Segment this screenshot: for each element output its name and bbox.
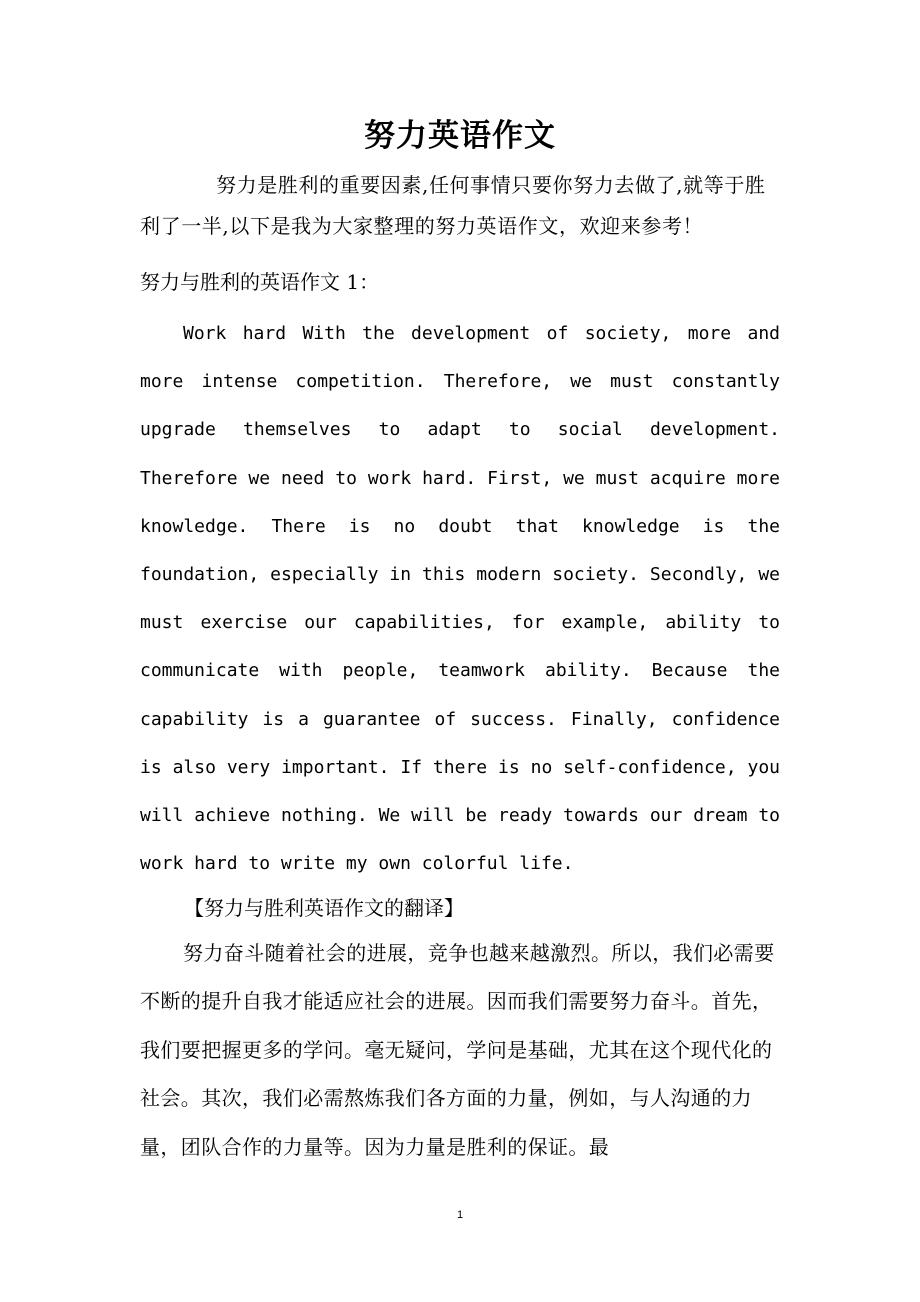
- english-essay-paragraph: Work hard With the development of society, more and more intense competition. Therefore, we must constantly upgrade themselves to adapt to social development. Therefore we need to work hard. First, we must acquire more knowledge. There is no doubt that knowledge is the foundation, especially in this modern society. Secondly, we must exercise our capabilities, for example, ability to communicate with people, teamwork ability. Because the capability is a guarantee of success. Finally, confidence is also very important. If there is no self-confidence, you will achieve nothing. We will be ready towards our dream to work hard to write my own colorful life.: [140, 323, 780, 875]
- page-number: 1: [456, 1209, 464, 1221]
- essay-subheading: 努力与胜利的英语作文 1：: [140, 270, 380, 294]
- intro-paragraph: 努力是胜利的重要因素,任何事情只要你努力去做了,就等于胜利了一半,以下是我为大家整理的努力英语作文，欢迎来参考！: [140, 173, 766, 238]
- document-title: 努力英语作文: [364, 118, 556, 154]
- translation-paragraph: 努力奋斗随着社会的进展，竞争也越来越激烈。所以，我们必需要不断的提升自我才能适应社会的进展。因而我们需要努力奋斗。首先，我们要把握更多的学问。毫无疑问，学问是基础，尤其在这个现代化的社会。其次，我们必需熬炼我们各方面的力量，例如，与人沟通的力量，团队合作的力量等。因为力量是胜利的保证。最: [140, 941, 775, 1159]
- translation-heading: 【努力与胜利英语作文的翻译】: [184, 896, 464, 920]
